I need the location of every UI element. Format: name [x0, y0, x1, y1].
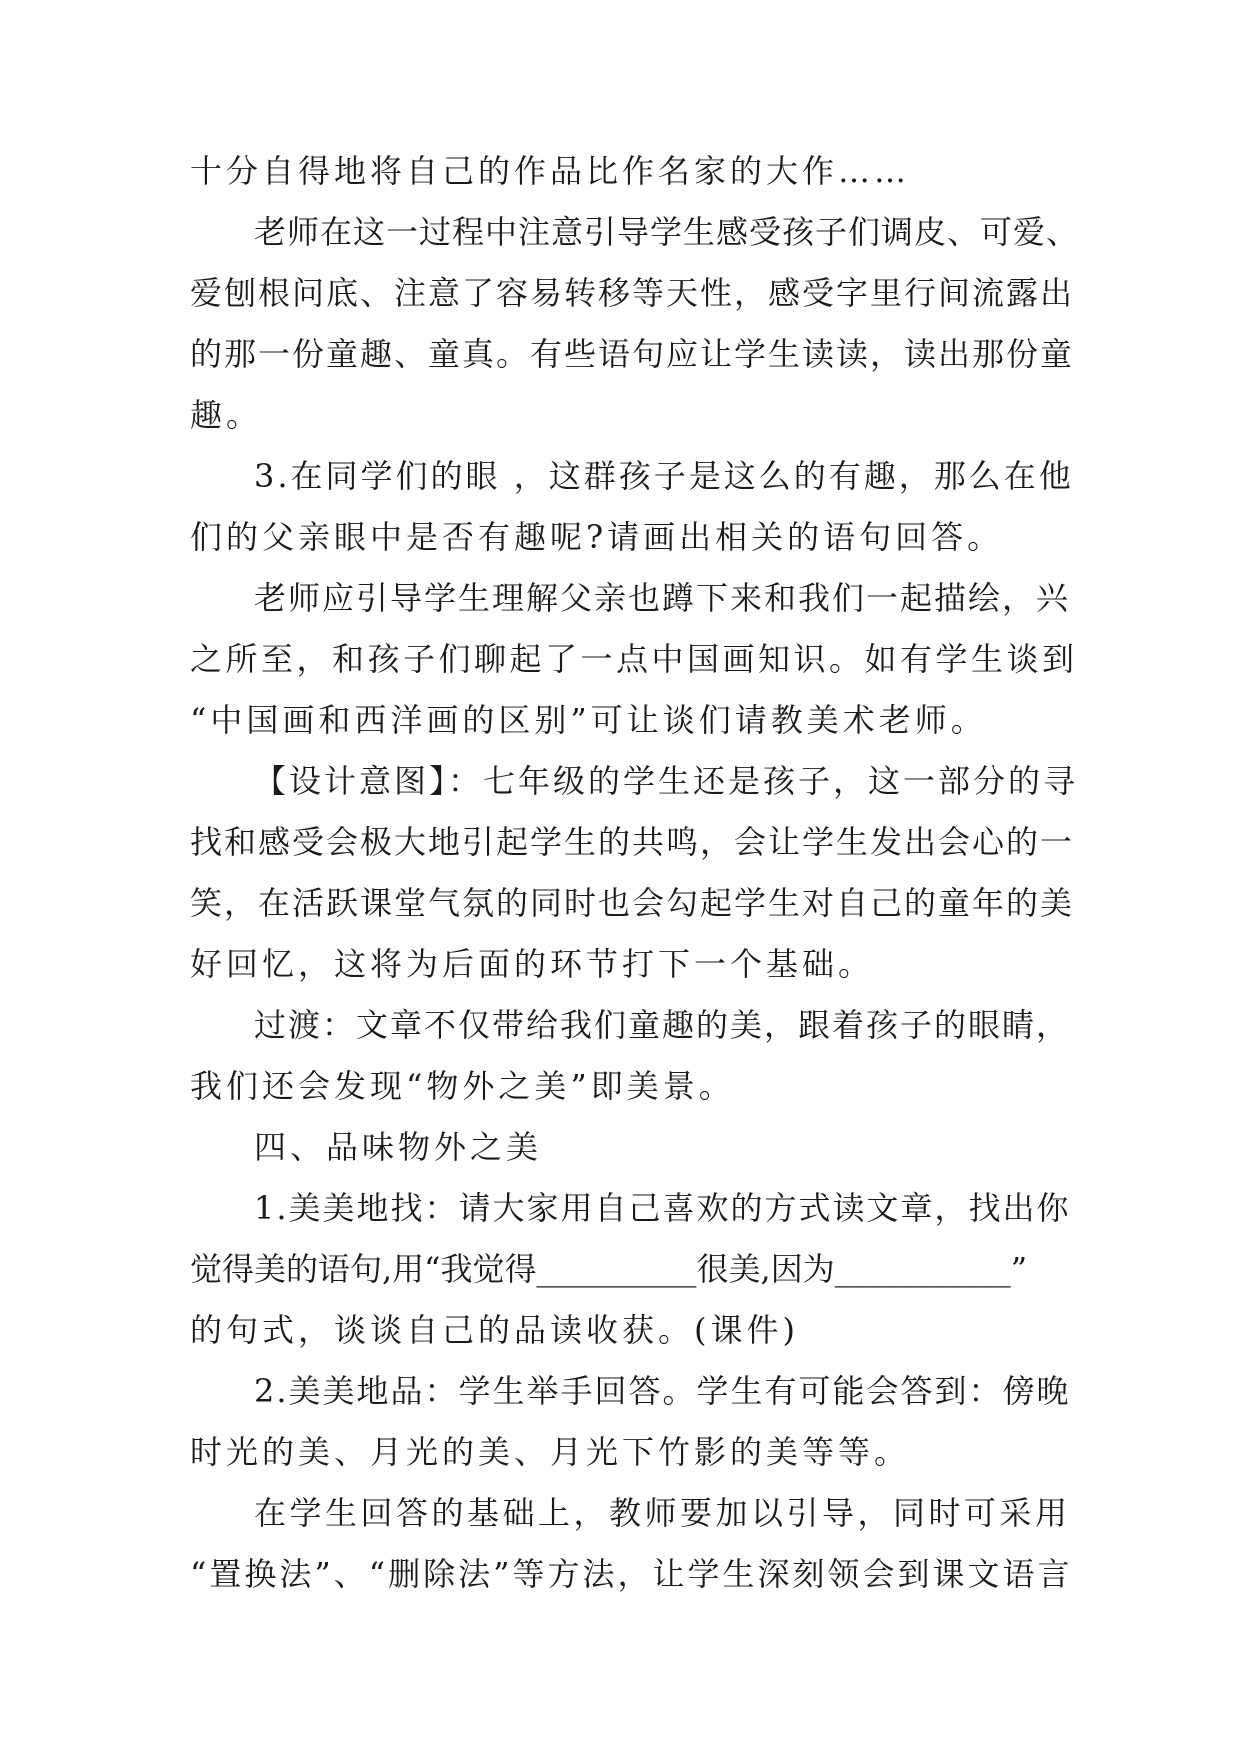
text-line: 爱刨根问底、注意了容易转移等天性，感受字里行间流露出 [190, 274, 1075, 312]
text-line: 十分自得地将自己的作品比作名家的大作…… [190, 152, 911, 190]
text-line: 趣。 [190, 396, 263, 434]
text-line: “置换法”、“删除法”等方法，让学生深刻领会到课文语言 [190, 1555, 1073, 1593]
text-line: 好回忆，这将为后面的环节打下一个基础。 [190, 945, 875, 983]
text-line: 的句式，谈谈自己的品读收获。(课件) [190, 1311, 799, 1349]
text-line: 3.在同学们的眼 ，这群孩子是这么的有趣，那么在他 [254, 457, 1074, 495]
text-line: 我们还会发现“物外之美”即美景。 [190, 1067, 735, 1105]
text-line: 时光的美、月光的美、月光下竹影的美等等。 [190, 1433, 911, 1471]
section-heading: 四、品味物外之美 [254, 1128, 543, 1166]
text-line: 们的父亲眼中是否有趣呢?请画出相关的语句回答。 [190, 518, 1004, 556]
text-line: 1.美美地找：请大家用自己喜欢的方式读文章，找出你 [254, 1189, 1071, 1227]
text-line: 之所至，和孩子们聊起了一点中国画知识。如有学生谈到 [190, 640, 1078, 678]
text-line: 笑，在活跃课堂气氛的同时也会勾起学生对自己的童年的美 [190, 884, 1075, 922]
text-line: 过渡：文章不仅带给我们童趣的美，跟着孩子的眼睛， [254, 1006, 1071, 1044]
text-line: 2.美美地品：学生举手回答。学生有可能会答到：傍晚 [254, 1372, 1071, 1410]
text-line: 觉得美的语句,用“我觉得__________很美,因为___________” [190, 1250, 1028, 1288]
text-line: 老师在这一过程中注意引导学生感受孩子们调皮、可爱、 [254, 213, 1080, 251]
text-line: 的那一份童趣、童真。有些语句应让学生读读，读出那份童 [190, 335, 1075, 373]
text-line: 找和感受会极大地引起学生的共鸣，会让学生发出会心的一 [190, 823, 1075, 861]
text-line: “中国画和西洋画的区别”可让谈们请教美术老师。 [190, 701, 987, 739]
text-line: 老师应引导学生理解父亲也蹲下来和我们一起描绘，兴 [254, 579, 1071, 617]
text-line: 【设计意图】：七年级的学生还是孩子，这一部分的寻 [254, 762, 1079, 800]
text-line: 在学生回答的基础上，教师要加以引导，同时可采用 [254, 1494, 1071, 1532]
